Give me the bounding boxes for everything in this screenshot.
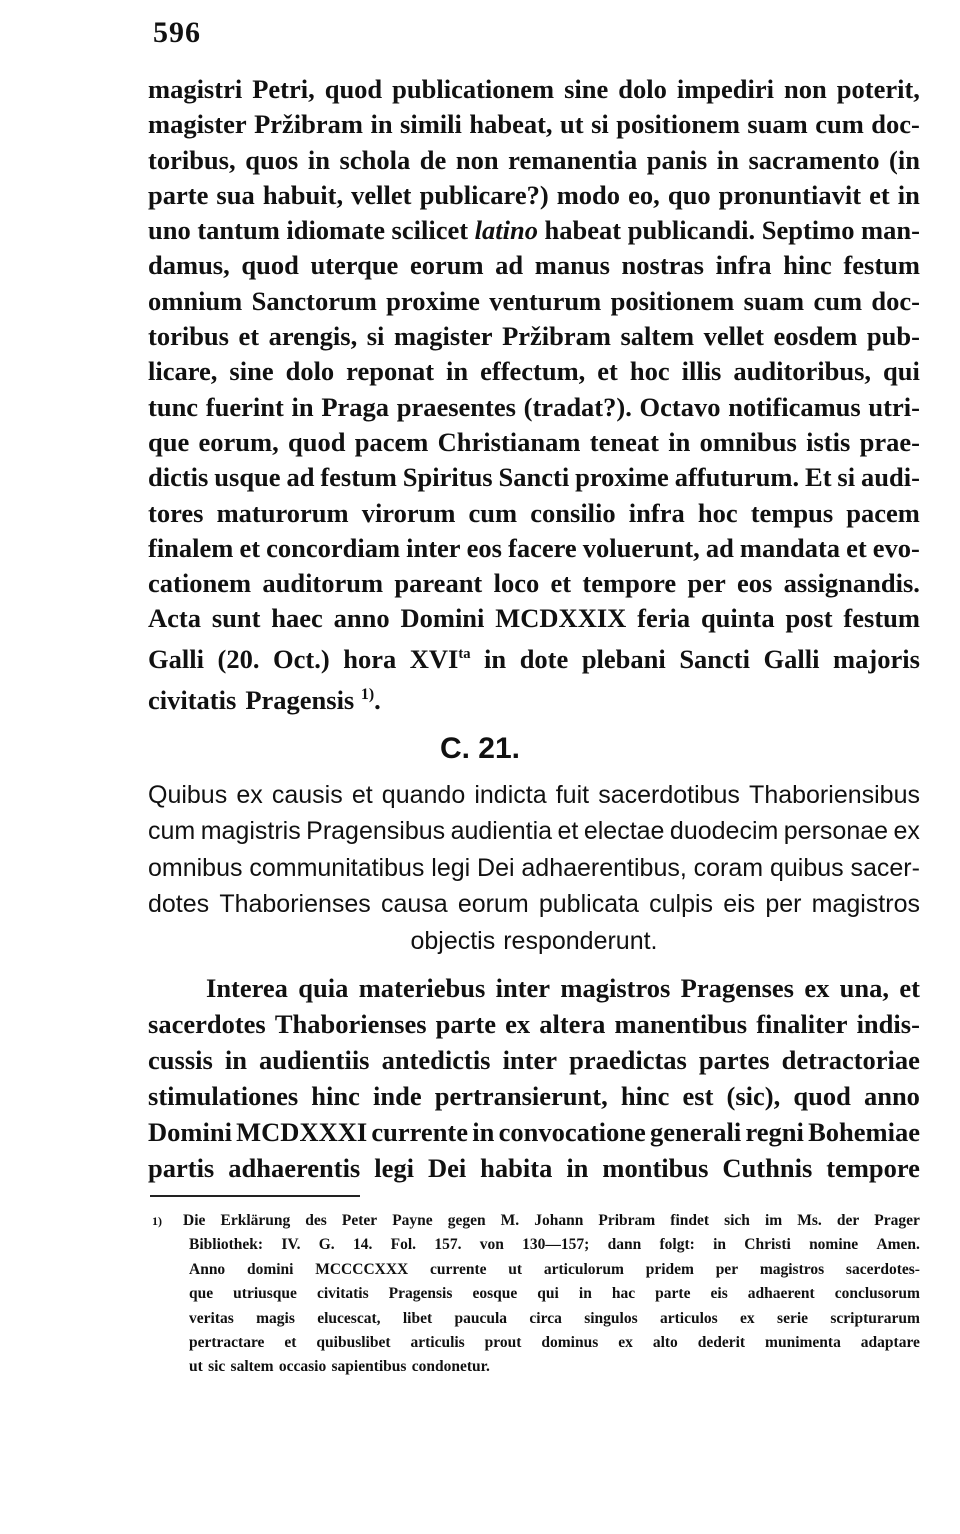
summary-line: Quibus ex causis et quando indicta fuit sacerdotibus Thaboriensibus bbox=[148, 781, 920, 809]
footnote-separator bbox=[150, 1195, 360, 1197]
paragraph-line: partis adhaerentis legi Dei habita in montibus Cuthnis tempore bbox=[148, 1153, 920, 1183]
main-text-line: que eorum, quod pacem Christianam teneat in omnibus istis prae- bbox=[148, 426, 920, 457]
main-text-block bbox=[148, 72, 920, 718]
main-text-line: Galli (20. Oct.) hora $XVI^{ta}$ in dote plebani Sancti Galli majoris bbox=[148, 643, 920, 674]
main-text-line: toribus, quos in schola de non remanentia panis in sacramento (in bbox=[148, 144, 920, 175]
hour-superscript: ta bbox=[458, 645, 471, 662]
footnote-reference: 1) bbox=[360, 685, 375, 703]
summary-line: dotes Thaborienses causa eorum publicata culpis eis per magistros bbox=[148, 890, 920, 919]
footnote-line: Anno domini MCCCCXXX currente ut articulorum pridem per magistros sacerdotes- bbox=[189, 1260, 920, 1278]
section-summary bbox=[148, 777, 920, 959]
main-text-line: Acta sunt haec anno Domini MCDXXIX feria quinta post festum bbox=[148, 603, 920, 634]
footnote-mark: 1) bbox=[152, 1214, 162, 1228]
paragraph-line: stimulationes hinc inde pertransierunt, hinc est (sic), quod anno bbox=[148, 1081, 920, 1111]
main-text-line: dictis usque ad festum Spiritus Sancti proxime affuturum. Et si audi- bbox=[148, 462, 920, 493]
main-text-line: magister Pržibram in simili habeat, ut si positionem suam cum doc- bbox=[148, 109, 920, 140]
main-text-line: civitatis Pragensis $^{1)}$. bbox=[148, 684, 381, 715]
paragraph-line: Interea quia materiebus inter magistros Pragenses ex una, et bbox=[206, 973, 920, 1003]
footnote-line: que utriusque civitatis Pragensis eosque qui in hac parte eis adhaerent conclusorum bbox=[189, 1285, 920, 1303]
footnote-line: veritas magis elucescat, libet paucula circa singulos articulos ex serie scripturarum bbox=[189, 1309, 920, 1327]
paragraph-line: Domini MCDXXXI currente in convocatione generali regni Bohemiae bbox=[148, 1117, 920, 1147]
second-paragraph bbox=[148, 970, 920, 1186]
footnote-line: pertractare et quibuslibet articulis prout dominus ex alto dederit munimenta adaptare bbox=[189, 1334, 920, 1352]
page-number: 596 bbox=[153, 16, 201, 49]
summary-line: omnibus communitatibus legi Dei adhaerentibus, coram quibus sacer- bbox=[148, 853, 920, 882]
footnote-line: Bibliothek: IV. G. 14. Fol. 157. von 130—157; dann folgt: in Christi nomine Amen. bbox=[189, 1236, 920, 1254]
main-text-line: parte sua habuit, vellet publicare?) modo eo, quo pronuntiavit et in bbox=[148, 179, 920, 210]
footnote-block bbox=[152, 1209, 920, 1380]
main-text-line: cationem auditorum pareant loco et tempore per eos assignandis. bbox=[148, 568, 920, 599]
main-text-line: tores maturorum virorum cum consilio infra hoc tempus pacem bbox=[148, 497, 920, 528]
footnote-line: ut sic saltem occasio sapientibus condonetur. bbox=[189, 1358, 490, 1376]
summary-line: cum magistris Pragensibus audientia et electae duodecim personae ex bbox=[148, 817, 920, 846]
section-heading: C. 21. bbox=[439, 732, 521, 765]
paragraph-line: sacerdotes Thaborienses parte ex altera manentibus finaliter indis- bbox=[148, 1009, 920, 1039]
main-text-line: omnium Sanctorum proxime venturum positionem suam cum doc- bbox=[148, 285, 920, 316]
main-text-line: finalem et concordiam inter eos facere voluerunt, ad mandata et evo- bbox=[148, 532, 920, 563]
main-text-line: licare, sine dolo reponat in effectum, et hoc illis auditoribus, qui bbox=[148, 356, 920, 387]
main-text-line: toribus et arengis, si magister Pržibram saltem vellet eosdem pub- bbox=[148, 321, 920, 352]
summary-line: objectis responderunt. bbox=[410, 926, 658, 955]
main-text-line: tunc fuerint in Praga praesentes (tradat?). Octavo notificamus utri- bbox=[148, 391, 920, 422]
main-text-line: damus, quod uterque eorum ad manus nostras infra hinc festum bbox=[148, 250, 920, 281]
footnote-line: 1) Die Erklärung des Peter Payne gegen M. Johann Pribram findet sich im Ms. der Prager bbox=[152, 1209, 920, 1233]
main-text-line: magistri Petri, quod publicationem sine dolo impediri non poterit, bbox=[148, 74, 920, 104]
main-text-line: uno tantum idiomate scilicet latino habeat publicandi. Septimo man- bbox=[148, 215, 920, 246]
paragraph-line: cussis in audientiis antedictis inter praedictas partes detractoriae bbox=[148, 1045, 920, 1075]
